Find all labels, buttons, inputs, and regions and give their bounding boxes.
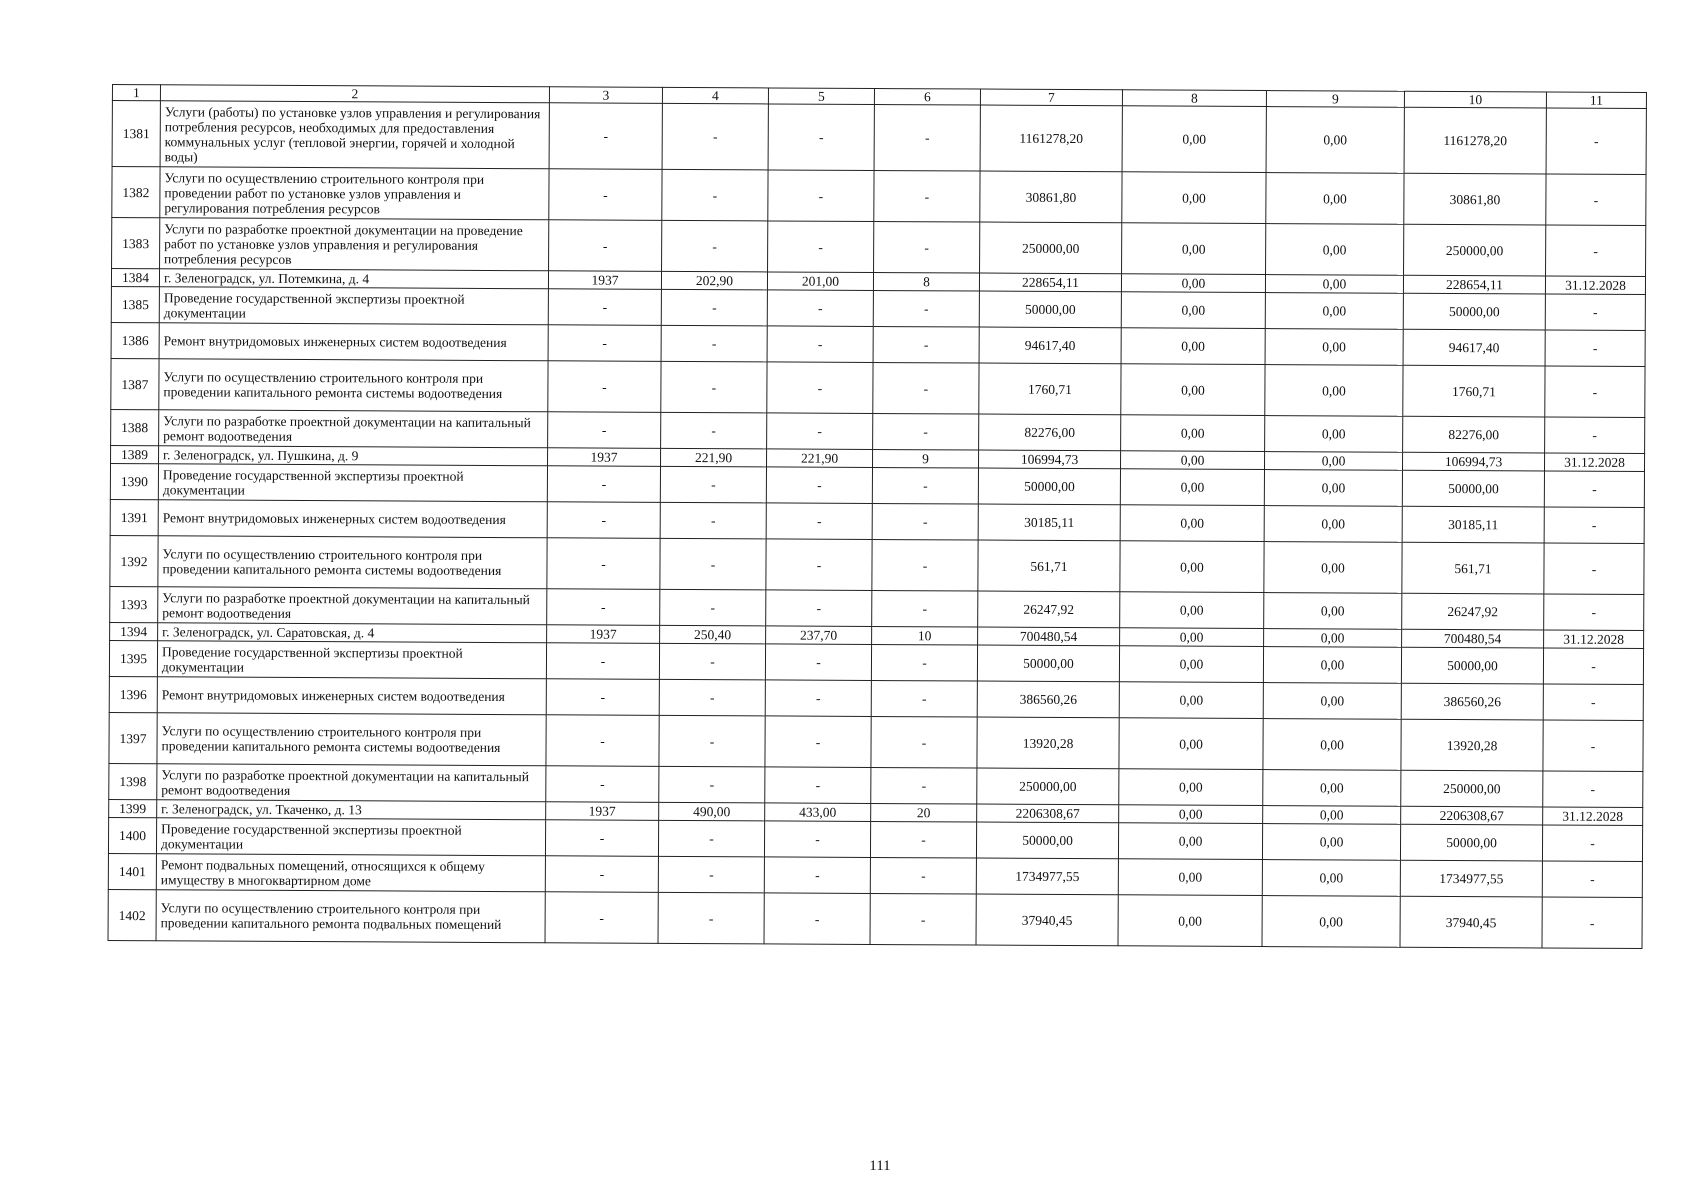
row-number: 1394 — [110, 622, 158, 640]
cell-col-7: 1760,71 — [979, 363, 1121, 415]
cell-col-3: - — [548, 412, 661, 449]
cell-col-3: - — [547, 589, 660, 626]
cell-col-11: - — [1545, 417, 1645, 454]
cell-col-6: - — [871, 767, 977, 804]
column-header-11: 11 — [1546, 92, 1646, 109]
row-number: 1397 — [109, 712, 157, 763]
cell-col-10: 106994,73 — [1402, 452, 1544, 471]
cell-col-6: - — [871, 716, 977, 768]
cell-col-3: 1937 — [548, 448, 661, 467]
cell-col-4: 250,40 — [660, 625, 766, 644]
cell-col-11: - — [1546, 174, 1646, 226]
cell-col-11: - — [1542, 861, 1642, 898]
cell-col-6: - — [873, 362, 979, 414]
cell-col-4: - — [660, 502, 766, 539]
cell-col-4: - — [658, 820, 764, 857]
cell-col-5: - — [767, 290, 873, 327]
cell-col-9: 0,00 — [1265, 275, 1403, 294]
cell-col-9: 0,00 — [1264, 629, 1402, 648]
work-description: Услуги по осуществлению строительного контроля при проведении работ по установке узлов управления и регулирования потребления ресурсов — [160, 167, 549, 220]
cell-col-4: - — [658, 892, 764, 944]
cell-col-6: - — [870, 893, 976, 945]
cell-col-10: 700480,54 — [1402, 629, 1544, 648]
cell-col-7: 1161278,20 — [980, 105, 1122, 172]
cell-col-9: 0,00 — [1265, 416, 1403, 453]
cell-col-4: - — [662, 103, 768, 170]
cell-col-3: - — [546, 679, 659, 716]
cell-col-3: - — [549, 103, 662, 170]
cell-col-6: - — [870, 821, 976, 858]
cell-col-3: - — [547, 466, 660, 503]
cell-col-9: 0,00 — [1266, 224, 1404, 276]
work-description: Ремонт внутридомовых инженерных систем водоотведения — [158, 500, 547, 538]
cell-col-7: 228654,11 — [979, 273, 1121, 292]
cell-col-6: - — [870, 857, 976, 894]
cell-col-7: 94617,40 — [979, 327, 1121, 364]
work-description: Проведение государственной экспертизы проектной документации — [159, 287, 548, 325]
cell-col-7: 50000,00 — [978, 468, 1120, 505]
cell-col-4: - — [661, 325, 767, 362]
table-row — [109, 712, 1643, 771]
table-row — [108, 889, 1642, 948]
cell-col-4: 202,90 — [661, 271, 767, 290]
cell-col-5: - — [764, 821, 870, 858]
cell-col-6: - — [872, 539, 978, 591]
cell-col-10: 50000,00 — [1401, 647, 1543, 684]
cell-col-8: 0,00 — [1120, 628, 1264, 647]
cell-col-5: - — [766, 467, 872, 504]
cell-col-8: 0,00 — [1121, 292, 1265, 329]
cell-col-8: 0,00 — [1121, 364, 1265, 416]
cell-col-8: 0,00 — [1120, 469, 1264, 506]
cell-col-7: 250000,00 — [977, 768, 1119, 805]
cell-col-9: 0,00 — [1265, 293, 1403, 330]
cell-col-4: - — [660, 589, 766, 626]
cell-col-5: - — [766, 539, 872, 591]
cell-col-3: - — [549, 220, 662, 272]
cell-col-10: 50000,00 — [1402, 470, 1544, 507]
cell-col-8: 0,00 — [1120, 451, 1264, 470]
cell-col-11: - — [1545, 366, 1645, 418]
cell-col-8: 0,00 — [1118, 895, 1262, 947]
cell-col-9: 0,00 — [1265, 329, 1403, 366]
cell-col-10: 250000,00 — [1401, 770, 1543, 807]
work-description: Услуги по разработке проектной документации на капитальный ремонт водоотведения — [158, 587, 547, 625]
work-description: г. Зеленоградск, ул. Потемкина, д. 4 — [159, 269, 548, 289]
cell-col-4: - — [661, 412, 767, 449]
cell-col-10: 228654,11 — [1403, 275, 1545, 294]
cell-col-7: 386560,26 — [977, 681, 1119, 718]
cell-col-6: 8 — [873, 272, 979, 291]
work-description: Проведение государственной экспертизы проектной документации — [156, 818, 545, 856]
row-number: 1401 — [108, 853, 156, 889]
cell-col-5: - — [767, 326, 873, 363]
cell-col-9: 0,00 — [1264, 470, 1402, 507]
cell-col-11: - — [1545, 294, 1645, 331]
cell-col-8: 0,00 — [1121, 328, 1265, 365]
column-header-5: 5 — [768, 88, 874, 105]
cell-col-4: - — [661, 289, 767, 326]
column-header-7: 7 — [980, 89, 1122, 106]
cell-col-4: - — [659, 715, 765, 767]
cell-col-10: 50000,00 — [1403, 293, 1545, 330]
work-description: Проведение государственной экспертизы проектной документации — [157, 641, 546, 679]
cell-col-10: 30185,11 — [1402, 506, 1544, 543]
cell-col-6: - — [874, 104, 980, 171]
cell-col-9: 0,00 — [1263, 719, 1401, 771]
cell-col-11: - — [1544, 543, 1644, 595]
table-row — [112, 101, 1646, 175]
cell-col-5: - — [768, 221, 874, 273]
cell-col-7: 50000,00 — [979, 291, 1121, 328]
cell-col-11: 31.12.2028 — [1543, 807, 1643, 826]
cell-col-11: - — [1545, 330, 1645, 367]
cell-col-9: 0,00 — [1266, 107, 1404, 174]
cell-col-8: 0,00 — [1118, 823, 1262, 860]
cell-col-8: 0,00 — [1119, 682, 1263, 719]
cell-col-3: - — [549, 169, 662, 221]
work-description: Услуги (работы) по установке узлов управления и регулирования потребления ресурсов, необходимых для предоставления коммунальных услуг (тепловой энергии, горячей и холодной воды) — [160, 101, 549, 169]
cell-col-6: - — [874, 170, 980, 222]
page-number: 111 — [869, 1158, 891, 1174]
cell-col-6: 10 — [872, 626, 978, 645]
cell-col-9: 0,00 — [1262, 860, 1400, 897]
cell-col-11: - — [1544, 594, 1644, 631]
cell-col-9: 0,00 — [1263, 806, 1401, 825]
cell-col-5: 221,90 — [767, 449, 873, 468]
work-description: Услуги по разработке проектной документации на капитальный ремонт водоотведения — [159, 410, 548, 448]
cell-col-7: 37940,45 — [976, 894, 1118, 946]
cell-col-11: 31.12.2028 — [1545, 276, 1645, 295]
cell-col-9: 0,00 — [1263, 647, 1401, 684]
cell-col-8: 0,00 — [1120, 505, 1264, 542]
cell-col-4: - — [662, 169, 768, 221]
cell-col-10: 1161278,20 — [1404, 107, 1546, 174]
cell-col-7: 13920,28 — [977, 717, 1119, 769]
cell-col-11: - — [1546, 108, 1646, 175]
cell-col-9: 0,00 — [1264, 506, 1402, 543]
cell-col-6: - — [872, 590, 978, 627]
cell-col-5: 433,00 — [765, 803, 871, 822]
row-number: 1400 — [108, 817, 156, 853]
cell-col-3: - — [547, 538, 660, 590]
table-row — [112, 167, 1646, 226]
row-number: 1388 — [111, 409, 159, 445]
cell-col-3: 1937 — [548, 271, 661, 290]
cell-col-9: 0,00 — [1262, 824, 1400, 861]
cell-col-9: 0,00 — [1264, 452, 1402, 471]
cell-col-6: - — [872, 467, 978, 504]
cell-col-10: 30861,80 — [1404, 173, 1546, 225]
row-number: 1381 — [112, 101, 160, 167]
cell-col-10: 2206308,67 — [1401, 806, 1543, 825]
cell-col-10: 26247,92 — [1402, 593, 1544, 630]
row-number: 1402 — [108, 889, 156, 940]
cell-col-5: - — [764, 857, 870, 894]
cell-col-7: 250000,00 — [980, 222, 1122, 274]
cell-col-8: 0,00 — [1118, 859, 1262, 896]
cell-col-4: - — [660, 466, 766, 503]
cell-col-5: - — [764, 893, 870, 945]
cell-col-8: 0,00 — [1120, 541, 1264, 593]
row-number: 1389 — [111, 445, 159, 463]
cell-col-7: 561,71 — [978, 540, 1120, 592]
cell-col-8: 0,00 — [1122, 106, 1266, 173]
cell-col-3: 1937 — [546, 802, 659, 821]
cell-col-6: - — [873, 290, 979, 327]
cell-col-5: - — [768, 170, 874, 222]
cell-col-7: 26247,92 — [978, 591, 1120, 628]
row-number: 1399 — [109, 799, 157, 817]
row-number: 1393 — [110, 586, 158, 622]
cell-col-5: 237,70 — [766, 626, 872, 645]
cell-col-5: 201,00 — [767, 272, 873, 291]
cell-col-8: 0,00 — [1122, 172, 1266, 224]
cell-col-4: 221,90 — [661, 448, 767, 467]
cell-col-11: - — [1543, 771, 1643, 808]
cell-col-10: 37940,45 — [1400, 896, 1542, 948]
cell-col-9: 0,00 — [1264, 593, 1402, 630]
row-number: 1391 — [110, 499, 158, 535]
cell-col-7: 50000,00 — [976, 822, 1118, 859]
cell-col-6: - — [871, 680, 977, 717]
column-header-9: 9 — [1266, 91, 1404, 108]
cell-col-11: - — [1543, 648, 1643, 685]
cell-col-9: 0,00 — [1263, 683, 1401, 720]
cell-col-6: - — [873, 413, 979, 450]
cell-col-9: 0,00 — [1265, 365, 1403, 417]
work-description: Ремонт подвальных помещений, относящихся к общему имуществу в многоквартирном доме — [156, 854, 545, 892]
work-description: г. Зеленоградск, ул. Пушкина, д. 9 — [159, 446, 548, 466]
cell-col-10: 1734977,55 — [1400, 860, 1542, 897]
cell-col-5: - — [766, 590, 872, 627]
cell-col-10: 50000,00 — [1400, 824, 1542, 861]
cell-col-10: 1760,71 — [1403, 365, 1545, 417]
works-table — [108, 84, 1647, 949]
work-description: Услуги по разработке проектной документации на капитальный ремонт водоотведения — [157, 764, 546, 802]
cell-col-5: - — [765, 767, 871, 804]
cell-col-11: 31.12.2028 — [1544, 630, 1644, 649]
cell-col-10: 250000,00 — [1404, 224, 1546, 276]
column-header-6: 6 — [874, 88, 980, 105]
cell-col-11: - — [1544, 507, 1644, 544]
cell-col-9: 0,00 — [1262, 896, 1400, 948]
cell-col-6: - — [873, 326, 979, 363]
cell-col-3: - — [546, 766, 659, 803]
cell-col-3: - — [548, 289, 661, 326]
cell-col-10: 82276,00 — [1403, 416, 1545, 453]
cell-col-5: - — [765, 716, 871, 768]
work-description: г. Зеленоградск, ул. Ткаченко, д. 13 — [157, 800, 546, 820]
table-body — [108, 101, 1646, 949]
cell-col-10: 386560,26 — [1401, 683, 1543, 720]
cell-col-4: - — [661, 361, 767, 413]
row-number: 1392 — [110, 535, 158, 586]
cell-col-9: 0,00 — [1264, 542, 1402, 594]
cell-col-3: 1937 — [547, 625, 660, 644]
work-description: Ремонт внутридомовых инженерных систем водоотведения — [157, 677, 546, 715]
cell-col-9: 0,00 — [1266, 173, 1404, 225]
cell-col-7: 82276,00 — [979, 414, 1121, 451]
cell-col-3: - — [545, 856, 658, 893]
work-description: Проведение государственной экспертизы проектной документации — [158, 464, 547, 502]
cell-col-4: 490,00 — [659, 802, 765, 821]
cell-col-9: 0,00 — [1263, 770, 1401, 807]
cell-col-5: - — [767, 413, 873, 450]
cell-col-4: - — [660, 538, 766, 590]
work-description: Услуги по осуществлению строительного контроля при проведении капитального ремонта подвальных помещений — [156, 890, 545, 943]
cell-col-3: - — [546, 643, 659, 680]
table-row — [111, 358, 1645, 417]
cell-col-6: 9 — [873, 449, 979, 468]
work-description: Услуги по разработке проектной документации на проведение работ по установке узлов управления и регулирования потребления ресурсов — [160, 218, 549, 271]
cell-col-5: - — [765, 680, 871, 717]
row-number: 1386 — [111, 322, 159, 358]
row-number: 1383 — [112, 218, 160, 269]
cell-col-3: - — [545, 820, 658, 857]
row-number: 1398 — [109, 763, 157, 799]
row-number: 1382 — [112, 167, 160, 218]
cell-col-3: - — [548, 361, 661, 413]
table-row — [112, 218, 1646, 277]
cell-col-11: - — [1543, 684, 1643, 721]
cell-col-7: 2206308,67 — [977, 804, 1119, 823]
cell-col-11: - — [1544, 471, 1644, 508]
row-number: 1384 — [111, 269, 159, 287]
cell-col-7: 1734977,55 — [976, 858, 1118, 895]
cell-col-5: - — [768, 104, 874, 171]
row-number: 1387 — [111, 358, 159, 409]
work-description: г. Зеленоградск, ул. Саратовская, д. 4 — [158, 623, 547, 643]
cell-col-4: - — [659, 679, 765, 716]
cell-col-11: - — [1542, 897, 1642, 949]
cell-col-4: - — [659, 643, 765, 680]
cell-col-5: - — [766, 503, 872, 540]
cell-col-5: - — [765, 644, 871, 681]
cell-col-8: 0,00 — [1122, 223, 1266, 275]
cell-col-11: - — [1546, 225, 1646, 277]
cell-col-3: - — [546, 715, 659, 767]
cell-col-7: 700480,54 — [978, 627, 1120, 646]
cell-col-11: - — [1542, 825, 1642, 862]
cell-col-6: 20 — [871, 803, 977, 822]
cell-col-7: 30861,80 — [980, 171, 1122, 223]
cell-col-8: 0,00 — [1121, 415, 1265, 452]
table-row — [110, 535, 1644, 594]
cell-col-6: - — [874, 221, 980, 273]
column-header-1: 1 — [112, 85, 160, 101]
cell-col-4: - — [662, 220, 768, 272]
cell-col-3: - — [545, 892, 658, 944]
column-header-3: 3 — [549, 87, 662, 104]
cell-col-6: - — [871, 644, 977, 681]
cell-col-8: 0,00 — [1119, 646, 1263, 683]
cell-col-8: 0,00 — [1119, 805, 1263, 824]
cell-col-4: - — [658, 856, 764, 893]
cell-col-3: - — [548, 325, 661, 362]
row-number: 1396 — [109, 676, 157, 712]
cell-col-4: - — [659, 766, 765, 803]
work-description: Услуги по осуществлению строительного контроля при проведении капитального ремонта системы водоотведения — [159, 359, 548, 412]
cell-col-6: - — [872, 503, 978, 540]
column-header-2: 2 — [160, 85, 549, 103]
work-description: Услуги по осуществлению строительного контроля при проведении капитального ремонта системы водоотведения — [157, 713, 546, 766]
row-number: 1390 — [110, 463, 158, 499]
cell-col-7: 50000,00 — [977, 645, 1119, 682]
cell-col-11: - — [1543, 720, 1643, 772]
cell-col-8: 0,00 — [1120, 592, 1264, 629]
work-description: Ремонт внутридомовых инженерных систем водоотведения — [159, 323, 548, 361]
cell-col-10: 13920,28 — [1401, 719, 1543, 771]
row-number: 1385 — [111, 286, 159, 322]
cell-col-10: 94617,40 — [1403, 329, 1545, 366]
cell-col-8: 0,00 — [1119, 718, 1263, 770]
cell-col-8: 0,00 — [1119, 769, 1263, 806]
cell-col-7: 30185,11 — [978, 504, 1120, 541]
column-header-4: 4 — [662, 87, 768, 104]
cell-col-10: 561,71 — [1402, 542, 1544, 594]
column-header-10: 10 — [1404, 91, 1546, 108]
cell-col-3: - — [547, 502, 660, 539]
cell-col-7: 106994,73 — [979, 450, 1121, 469]
cell-col-11: 31.12.2028 — [1544, 453, 1644, 472]
column-header-8: 8 — [1122, 90, 1266, 107]
work-description: Услуги по осуществлению строительного контроля при проведении капитального ремонта системы водоотведения — [158, 536, 547, 589]
row-number: 1395 — [109, 640, 157, 676]
cell-col-5: - — [767, 362, 873, 414]
cell-col-8: 0,00 — [1121, 274, 1265, 293]
